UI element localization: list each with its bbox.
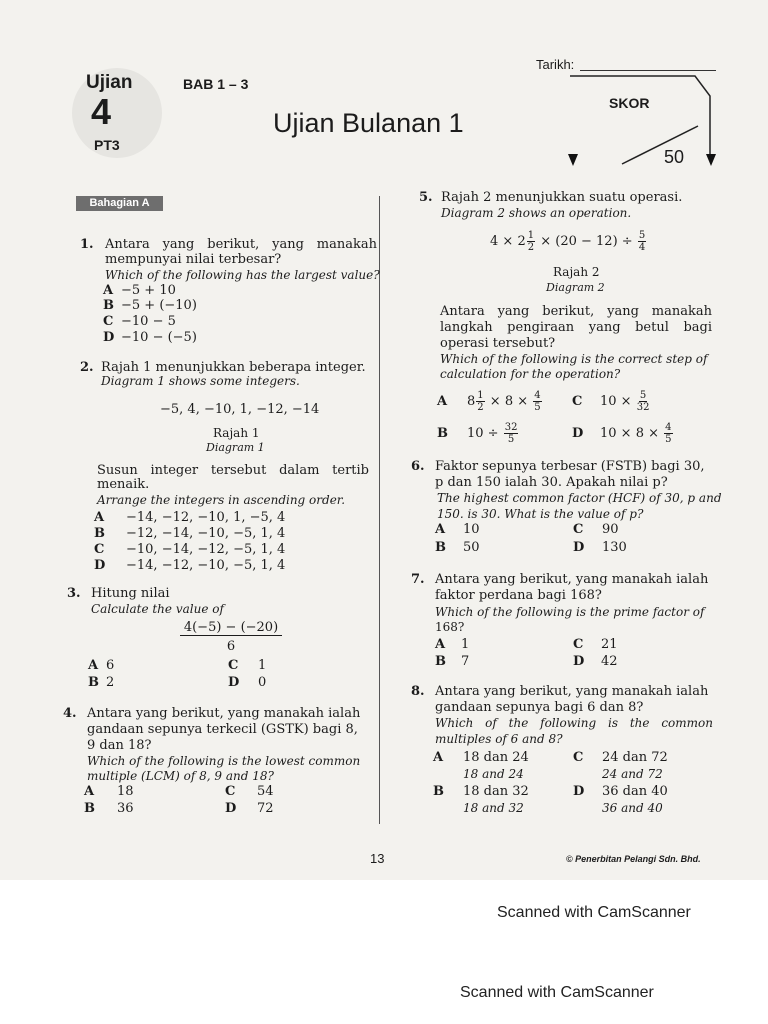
option-letter: C <box>225 784 236 799</box>
option-text: 72 <box>257 801 274 816</box>
expr-part: × 8 × <box>489 394 529 409</box>
frac-num: 1 <box>477 390 484 401</box>
option-letter: C <box>573 522 584 537</box>
q7-text-2: faktor perdana bagi 168? <box>435 588 602 603</box>
option-text: 1 <box>461 637 470 652</box>
expr-fraction <box>533 390 541 413</box>
q2-diagram: Diagram 1 <box>206 441 265 454</box>
option-letter: D <box>573 540 585 555</box>
option-text: −10 − 5 <box>121 314 176 329</box>
expr-part: 4 × <box>490 234 514 249</box>
q7-number: 7. <box>411 572 425 587</box>
frac-num: 4 <box>665 422 672 433</box>
q8-option-b-en: 18 and 32 <box>463 801 524 815</box>
q1-option-a[interactable] <box>103 283 176 298</box>
expr-fraction <box>476 390 484 413</box>
q3-option-c[interactable] <box>228 658 266 673</box>
option-text: 130 <box>602 540 627 555</box>
q1-text: Antara yang berikut, yang manakah <box>105 237 377 252</box>
option-letter: D <box>94 558 106 573</box>
frac-num: 32 <box>504 422 518 433</box>
q6-number: 6. <box>411 459 425 474</box>
q6-option-b[interactable] <box>435 540 480 555</box>
frac-num: 5 <box>639 390 647 401</box>
q8-text: Antara yang berikut, yang manakah ialah <box>435 684 709 699</box>
expr-fraction <box>527 230 535 253</box>
option-letter: C <box>228 658 239 673</box>
q2-instr-2: menaik. <box>97 477 150 492</box>
option-letter: B <box>435 654 446 669</box>
q5-diagram: Diagram 2 <box>546 281 605 294</box>
section-badge: Bahagian A <box>76 196 163 211</box>
expr-fraction <box>504 422 519 445</box>
frac-den: 2 <box>527 242 535 253</box>
frac-den: 4 <box>638 242 646 253</box>
q4-option-a[interactable] <box>84 784 134 799</box>
q7-option-a[interactable] <box>435 637 469 652</box>
q5-expression <box>490 230 647 253</box>
q3-number: 3. <box>67 586 81 601</box>
q5-option-a[interactable] <box>437 390 543 413</box>
q6-text-en: The highest common factor (HCF) of 30, p and <box>437 491 722 505</box>
option-letter: D <box>573 784 585 799</box>
option-letter: D <box>228 675 240 690</box>
q7-text-en-2: 168? <box>435 620 465 634</box>
frac-num: 1 <box>527 230 535 241</box>
option-letter: B <box>84 801 95 816</box>
frac-num: 4 <box>534 390 541 401</box>
expr-part: 10 × <box>600 394 632 409</box>
expr-part: × (20 − 12) ÷ <box>540 234 633 249</box>
q6-text: Faktor sepunya terbesar (FSTB) bagi 30, <box>435 459 705 474</box>
expr-part: 10 ÷ <box>467 426 499 441</box>
q2-instr: Susun integer tersebut dalam tertib <box>97 463 369 478</box>
q8-option-a[interactable] <box>433 750 529 765</box>
q4-number: 4. <box>63 706 77 721</box>
option-letter: B <box>103 298 114 313</box>
q7-option-d[interactable] <box>573 654 618 669</box>
option-letter: D <box>225 801 237 816</box>
q2-option-d[interactable] <box>94 558 285 573</box>
option-text: 18 <box>117 784 134 799</box>
expr-whole: 8 <box>467 394 476 409</box>
ujian-label: Ujian <box>86 72 133 93</box>
column-divider <box>379 196 380 824</box>
q2-text-en: Diagram 1 shows some integers. <box>101 374 300 388</box>
q8-number: 8. <box>411 684 425 699</box>
tarikh-label: Tarikh: <box>536 57 575 72</box>
option-text: 6 <box>106 658 115 673</box>
skor-label: SKOR <box>609 95 650 111</box>
option-letter: C <box>573 750 584 765</box>
expr-fraction <box>664 422 672 445</box>
level-label: PT3 <box>94 137 120 153</box>
q5-number: 5. <box>419 190 433 205</box>
q6-text-en-2: 150. is 30. What is the value of p? <box>437 507 644 521</box>
page-number: 13 <box>370 851 385 866</box>
option-letter: D <box>103 330 115 345</box>
option-letter: C <box>573 637 584 652</box>
q7-text: Antara yang berikut, yang manakah ialah <box>435 572 709 587</box>
option-text: −14, −12, −10, 1, −5, 4 <box>126 510 286 525</box>
option-letter: C <box>94 542 105 557</box>
q3-option-a[interactable] <box>88 658 114 673</box>
q2-option-a[interactable] <box>94 510 285 525</box>
q4-text-3: 9 dan 18? <box>87 738 152 753</box>
option-text: 36 <box>117 801 134 816</box>
q4-text: Antara yang berikut, yang manakah ialah <box>87 706 361 721</box>
q8-text-en-2: multiples of 6 and 8? <box>435 732 563 746</box>
q4-option-c[interactable] <box>225 784 274 799</box>
q5-option-d[interactable] <box>572 422 674 445</box>
q3-denominator: 6 <box>226 639 236 654</box>
q8-option-d[interactable] <box>573 784 668 799</box>
option-text: −14, −12, −10, −5, 1, 4 <box>126 558 286 573</box>
q5-instr-en-2: calculation for the operation? <box>440 367 621 381</box>
q1-text-en: Which of the following has the largest value? <box>105 268 380 282</box>
option-letter: C <box>572 394 583 409</box>
q6-option-d[interactable] <box>573 540 627 555</box>
option-letter: A <box>435 522 446 537</box>
q4-option-d[interactable] <box>225 801 274 816</box>
q6-text-2: p dan 150 ialah 30. Apakah nilai p? <box>435 475 668 490</box>
option-text: 50 <box>463 540 480 555</box>
q2-instr-en: Arrange the integers in ascending order. <box>97 493 346 507</box>
expr-part: 10 × 8 × <box>600 426 659 441</box>
option-letter: C <box>103 314 114 329</box>
option-text: 36 dan 40 <box>602 784 668 799</box>
option-text: −12, −14, −10, −5, 1, 4 <box>126 526 286 541</box>
q4-text-2: gandaan sepunya terkecil (GSTK) bagi 8, <box>87 722 358 737</box>
q5-instr-en: Which of the following is the correct step of <box>440 352 708 366</box>
q3-option-d[interactable] <box>228 675 266 690</box>
q5-option-b[interactable] <box>437 422 519 445</box>
option-text: 54 <box>257 784 274 799</box>
option-letter: B <box>437 426 448 441</box>
option-letter: A <box>84 784 95 799</box>
q3-text-en: Calculate the value of <box>91 602 224 616</box>
q1-text-2: mempunyai nilai terbesar? <box>105 252 282 267</box>
q8-text-en: Which of the following is the common <box>435 716 713 730</box>
option-text: 7 <box>461 654 470 669</box>
option-letter: A <box>433 750 444 765</box>
option-letter: B <box>88 675 99 690</box>
q2-integers: −5, 4, −10, 1, −12, −14 <box>160 402 320 417</box>
option-text: 18 dan 24 <box>463 750 529 765</box>
option-letter: A <box>103 283 114 298</box>
option-text: −10 − (−5) <box>121 330 197 345</box>
option-text: 24 dan 72 <box>602 750 668 765</box>
q3-option-b[interactable] <box>88 675 114 690</box>
q5-rajah: Rajah 2 <box>553 265 600 279</box>
q1-option-c[interactable] <box>103 314 176 329</box>
skor-total: 50 <box>664 147 685 167</box>
chapter-label: BAB 1 – 3 <box>183 76 249 92</box>
q4-option-b[interactable] <box>84 801 134 816</box>
frac-den: 5 <box>534 402 541 413</box>
q5-instr-2: langkah pengiraan yang betul bagi <box>440 320 712 335</box>
q4-text-en-2: multiple (LCM) of 8, 9 and 18? <box>87 769 274 783</box>
expr-fraction <box>638 230 646 253</box>
option-letter: B <box>433 784 444 799</box>
q2-option-b[interactable] <box>94 526 285 541</box>
q1-number: 1. <box>80 237 94 252</box>
ujian-number: 4 <box>91 91 112 132</box>
publisher-credit: © Penerbitan Pelangi Sdn. Bhd. <box>566 854 701 864</box>
q8-option-b[interactable] <box>433 784 529 799</box>
score-box-icon <box>560 66 720 176</box>
q7-option-b[interactable] <box>435 654 469 669</box>
option-text: 21 <box>601 637 618 652</box>
option-letter: B <box>435 540 446 555</box>
option-text: −10, −14, −12, −5, 1, 4 <box>126 542 286 557</box>
q3-text: Hitung nilai <box>91 586 170 601</box>
frac-num: 5 <box>638 230 646 241</box>
q8-option-d-en: 36 and 40 <box>602 801 663 815</box>
option-letter: A <box>88 658 99 673</box>
q2-text: Rajah 1 menunjukkan beberapa integer. <box>101 360 366 375</box>
expr-whole: 2 <box>517 234 526 249</box>
option-text: 10 <box>463 522 480 537</box>
option-text: 0 <box>258 675 267 690</box>
q5-text-en: Diagram 2 shows an operation. <box>441 206 632 220</box>
q8-option-c[interactable] <box>573 750 668 765</box>
q5-instr: Antara yang berikut, yang manakah <box>440 304 712 319</box>
q5-text: Rajah 2 menunjukkan suatu operasi. <box>441 190 683 205</box>
option-letter: A <box>437 394 448 409</box>
q5-instr-3: operasi tersebut? <box>440 336 556 351</box>
option-text: 90 <box>602 522 619 537</box>
q8-option-c-en: 24 and 72 <box>602 767 663 781</box>
frac-den: 32 <box>636 402 650 413</box>
option-letter: D <box>573 654 585 669</box>
camscanner-watermark-2: Scanned with CamScanner <box>460 984 654 1001</box>
q1-option-d[interactable] <box>103 330 197 345</box>
option-letter: B <box>94 526 105 541</box>
option-text: 42 <box>601 654 618 669</box>
page-title: Ujian Bulanan 1 <box>273 108 464 138</box>
q8-text-2: gandaan sepunya bagi 6 dan 8? <box>435 700 644 715</box>
option-letter: A <box>94 510 105 525</box>
q2-option-c[interactable] <box>94 542 285 557</box>
option-text: −5 + 10 <box>121 283 176 298</box>
option-letter: D <box>572 426 584 441</box>
q5-option-c[interactable] <box>572 390 650 413</box>
option-text: 1 <box>258 658 267 673</box>
q7-text-en: Which of the following is the prime factor of <box>435 605 705 619</box>
q2-rajah: Rajah 1 <box>213 426 260 440</box>
option-letter: A <box>435 637 446 652</box>
q6-option-a[interactable] <box>435 522 480 537</box>
q4-text-en: Which of the following is the lowest common <box>87 754 361 768</box>
q1-option-b[interactable] <box>103 298 197 313</box>
expr-fraction <box>637 390 650 413</box>
frac-den: 2 <box>477 402 484 413</box>
frac-den: 5 <box>507 434 515 445</box>
option-text: 2 <box>106 675 115 690</box>
camscanner-watermark: Scanned with CamScanner <box>497 904 691 921</box>
option-text: −5 + (−10) <box>121 298 197 313</box>
q2-number: 2. <box>80 360 94 375</box>
q6-option-c[interactable] <box>573 522 619 537</box>
frac-den: 5 <box>665 434 672 445</box>
q7-option-c[interactable] <box>573 637 618 652</box>
option-text: 18 dan 32 <box>463 784 529 799</box>
q8-option-a-en: 18 and 24 <box>463 767 524 781</box>
q3-numerator: 4(−5) − (−20) <box>180 620 282 636</box>
